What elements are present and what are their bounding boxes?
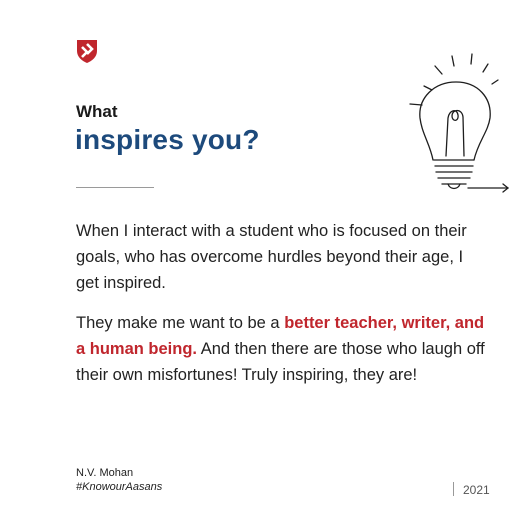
author-name: N.V. Mohan xyxy=(76,467,134,479)
paragraph-text-before: They make me want to be a xyxy=(76,314,285,332)
hashtag: #KnowourAasans xyxy=(76,481,163,493)
year-label: 2021 xyxy=(463,483,490,497)
paragraph-inspiration: When I interact with a student who is focused on their goals, who has overcome hurdles beyond their age, I get inspired. xyxy=(76,222,467,292)
heading-inspires-you: inspires you? xyxy=(75,124,260,155)
shield-logo-icon xyxy=(75,38,99,64)
paragraph-text-after: And then there are those who laugh off their own misfortunes! Truly inspiring, they are! xyxy=(76,340,485,384)
year-divider xyxy=(453,482,454,496)
divider xyxy=(76,187,154,188)
heading-what: What xyxy=(76,102,118,121)
light-bulb-icon xyxy=(402,52,510,197)
paragraph-motivation xyxy=(76,310,486,388)
highlight-text: better teacher, writer, and a human being. xyxy=(76,314,485,358)
